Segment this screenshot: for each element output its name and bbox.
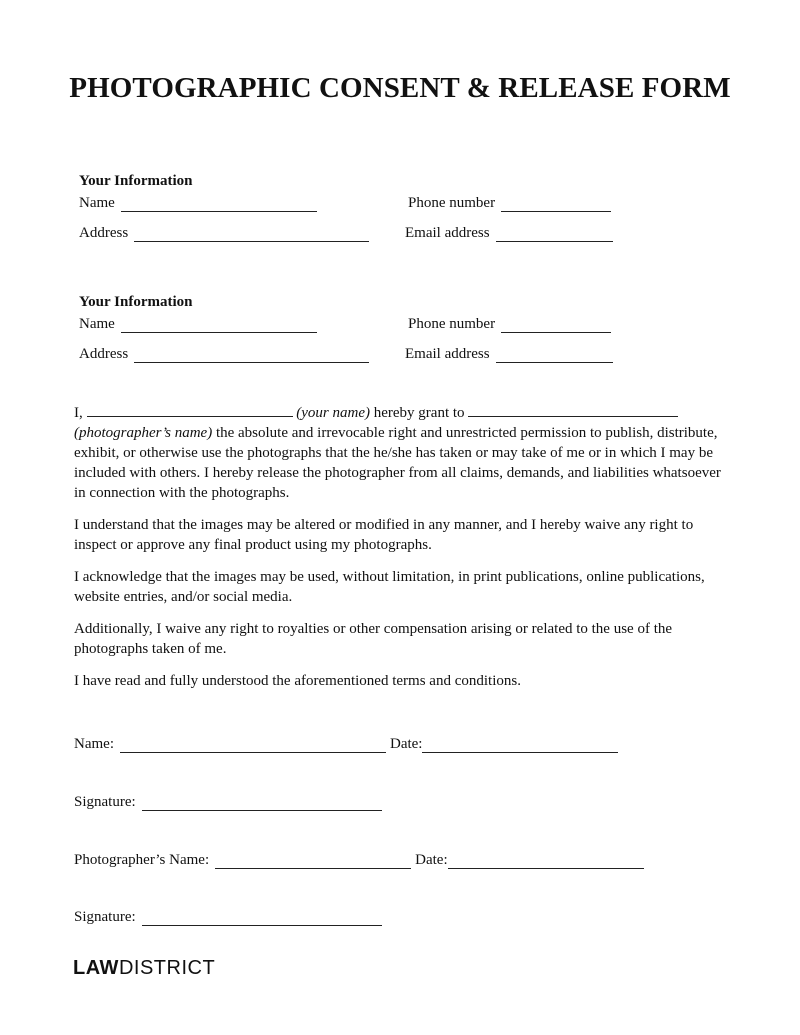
email-input-line[interactable] <box>496 348 613 363</box>
logo-district: DISTRICT <box>118 957 216 979</box>
signer-date-line[interactable] <box>422 738 618 753</box>
photographer-name-blank[interactable] <box>468 403 678 417</box>
phone-field <box>408 195 611 212</box>
signer-signature-label: Signature: <box>74 794 136 810</box>
name-field <box>79 316 317 333</box>
grant-rest: the absolute and irrevocable right and unrestricted permission to publish, distribute, exhibit, or otherwise use the photographs that the he/she has taken or may take of me or in which I may be included with others. I hereby release the photographer from all claims, demands, and liabilities whatsoever in connection with the photographs. <box>74 425 721 501</box>
signer-signature-row <box>74 794 382 811</box>
photographer-name-hint: (photographer’s name) <box>74 425 213 441</box>
signer-signature-line[interactable] <box>142 796 382 811</box>
phone-input-line[interactable] <box>501 318 611 333</box>
address-field <box>79 346 369 363</box>
grant-text: hereby grant to <box>373 405 465 421</box>
address-label: Address <box>79 346 129 362</box>
email-label: Email address <box>405 225 490 241</box>
photographer-signature-line[interactable] <box>142 911 382 926</box>
photographer-name-line[interactable] <box>215 854 411 869</box>
address-label: Address <box>79 225 129 241</box>
phone-label: Phone number <box>408 195 496 211</box>
name-input-line[interactable] <box>121 197 317 212</box>
consent-body <box>74 403 734 703</box>
paragraph-usage: I acknowledge that the images may be used, without limitation, in print publications, online publications, website entries, and/or social media. <box>74 569 705 605</box>
photographer-date-label: Date: <box>415 852 448 868</box>
page-title: PHOTOGRAPHIC CONSENT & RELEASE FORM <box>69 72 731 104</box>
name-label: Name <box>79 195 115 211</box>
address-field <box>79 225 369 242</box>
signer-name-row <box>74 736 618 753</box>
phone-field <box>408 316 611 333</box>
phone-label: Phone number <box>408 316 496 332</box>
grant-paragraph <box>74 403 734 503</box>
email-label: Email address <box>405 346 490 362</box>
section-heading: Your Information <box>79 173 193 189</box>
your-information-section-1 <box>79 171 739 251</box>
photographer-signature-row <box>74 909 382 926</box>
name-field <box>79 195 317 212</box>
name-input-line[interactable] <box>121 318 317 333</box>
paragraph-acknowledgement: I have read and fully understood the aforementioned terms and conditions. <box>74 673 521 689</box>
signer-name-label: Name: <box>74 736 114 752</box>
your-name-blank[interactable] <box>87 403 293 417</box>
your-information-section-2 <box>79 292 739 372</box>
signer-name-line[interactable] <box>120 738 386 753</box>
lawdistrict-logo <box>73 957 215 980</box>
photographer-name-row <box>74 852 644 869</box>
paragraph-alteration: I understand that the images may be altered or modified in any manner, and I hereby waive any right to inspect or approve any final product using my photographs. <box>74 517 694 553</box>
grant-prefix: I, <box>74 405 83 421</box>
photographer-date-line[interactable] <box>448 854 644 869</box>
email-field <box>405 346 613 363</box>
name-label: Name <box>79 316 115 332</box>
signer-date-label: Date: <box>389 736 423 752</box>
your-name-hint: (your name) <box>296 405 370 421</box>
phone-input-line[interactable] <box>501 197 611 212</box>
address-input-line[interactable] <box>134 227 369 242</box>
photographer-signature-label: Signature: <box>74 909 136 925</box>
section-heading: Your Information <box>79 294 193 310</box>
email-input-line[interactable] <box>496 227 613 242</box>
email-field <box>405 225 613 242</box>
photographer-name-label: Photographer’s Name: <box>74 852 210 868</box>
logo-law: LAW <box>73 957 119 979</box>
paragraph-royalties: Additionally, I waive any right to royalties or other compensation arising or related to the use of the photographs taken of me. <box>74 621 673 657</box>
address-input-line[interactable] <box>134 348 369 363</box>
